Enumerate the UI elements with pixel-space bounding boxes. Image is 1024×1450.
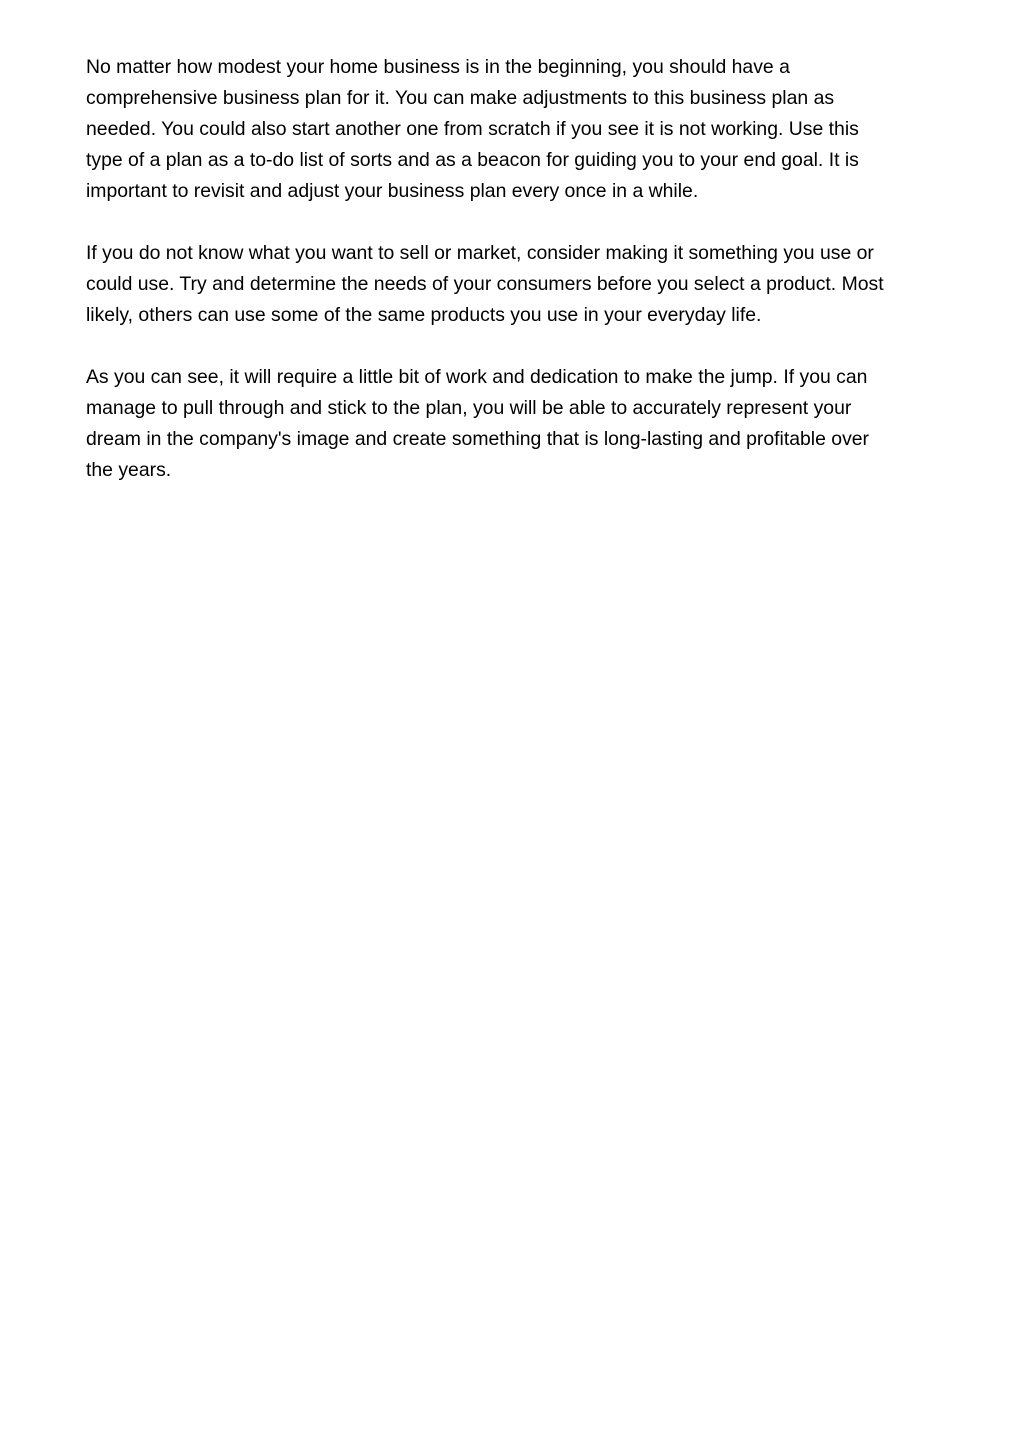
paragraph-line: the years. [86,459,172,481]
paragraph-line: No matter how modest your home business is in the beginning, you should have a [86,56,790,78]
paragraph-line: needed. You could also start another one from scratch if you see it is not working. Use this [86,118,859,140]
paragraph-line: comprehensive business plan for it. You can make adjustments to this business plan as [86,87,835,109]
paragraph-conclusion [86,362,948,486]
paragraph-line: As you can see, it will require a little bit of work and dedication to make the jump. If you can [86,366,868,388]
paragraph-line: manage to pull through and stick to the plan, you will be able to accurately represent your [86,397,852,419]
paragraph-business-plan [86,52,948,207]
paragraph-line: important to revisit and adjust your business plan every once in a while. [86,180,699,202]
paragraph-line: dream in the company's image and create something that is long-lasting and profitable over [86,428,870,450]
paragraph-line: could use. Try and determine the needs of your consumers before you select a product. Most [86,273,884,295]
paragraph-line: likely, others can use some of the same products you use in your everyday life. [86,304,762,326]
paragraph-line: If you do not know what you want to sell or market, consider making it something you use or [86,242,874,264]
paragraph-product-choice [86,238,948,331]
paragraph-line: type of a plan as a to-do list of sorts and as a beacon for guiding you to your end goal. It is [86,149,859,171]
document-body [86,52,948,517]
